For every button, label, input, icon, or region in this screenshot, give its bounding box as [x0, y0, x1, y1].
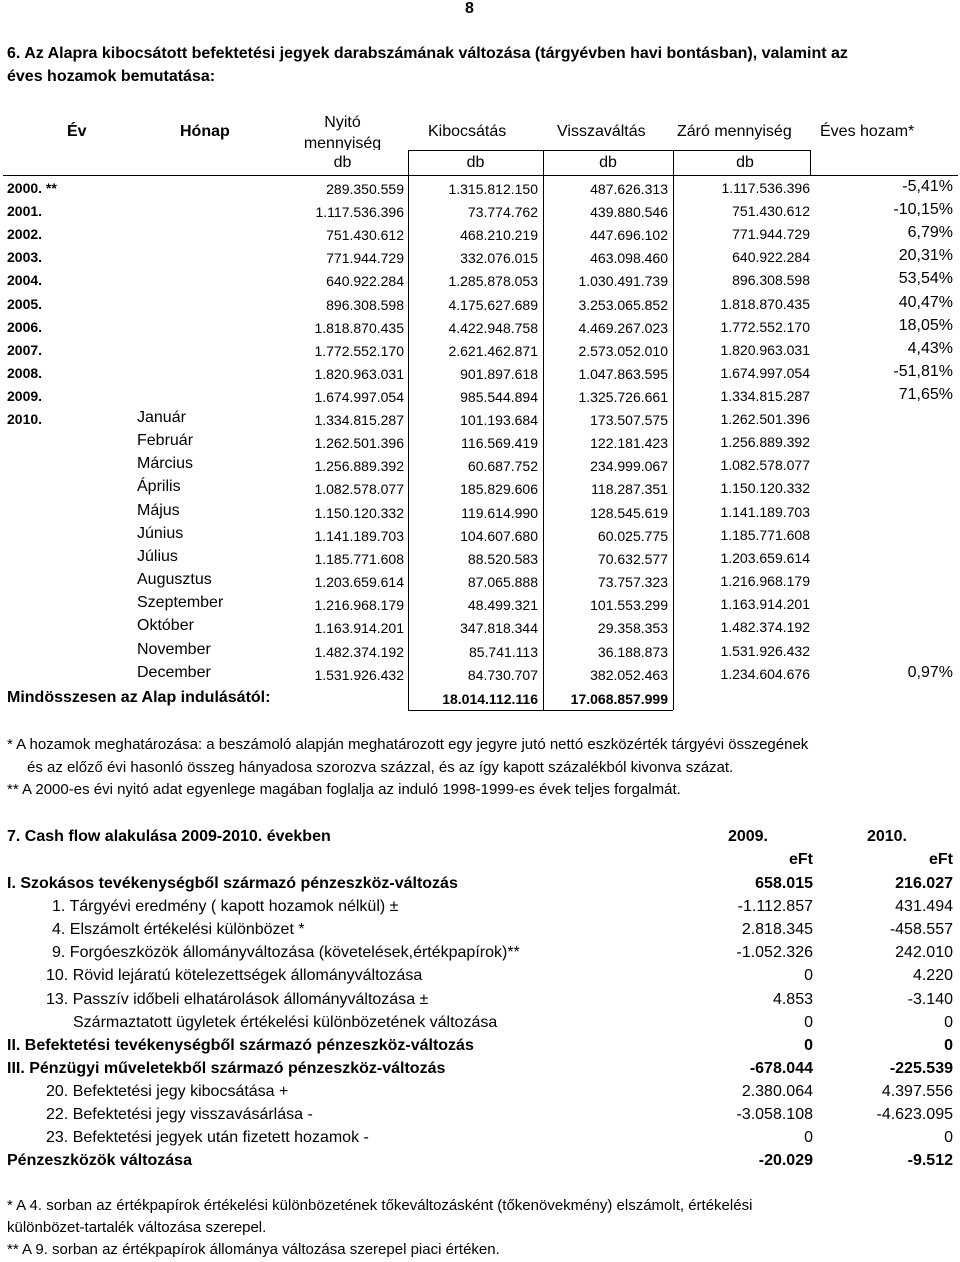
- cashflow-row-label: Pénzeszközök változása: [7, 1152, 192, 1170]
- cell-nyito: 751.430.612: [326, 227, 404, 244]
- month-label: Október: [137, 617, 194, 635]
- cell-zaro: 1.150.120.332: [720, 480, 810, 497]
- note-1a: * A hozamok meghatározása: a beszámoló alapján meghatározott egy jegyre jutó nettó eszközérték tárgyévi összegének: [7, 736, 809, 753]
- footnote-2: ** A 9. sorban az értékpapírok állománya változása szerepel piaci értéken.: [7, 1241, 500, 1258]
- cell-zaro: 1.141.189.703: [720, 503, 810, 520]
- cell-visszavaltas: 36.188.873: [597, 643, 668, 660]
- cell-visszavaltas: 487.626.313: [590, 181, 668, 197]
- cell-hozam: 4,43%: [907, 339, 953, 357]
- cell-kibocsatas: 73.774.762: [467, 204, 538, 221]
- row-year: 2002.: [7, 226, 43, 243]
- cashflow-value-2009: 0: [804, 1129, 813, 1147]
- month-label: Június: [137, 524, 184, 542]
- cell-visszavaltas: 447.696.102: [590, 227, 668, 244]
- cell-hozam: -5,41%: [902, 178, 953, 195]
- cell-nyito: 1.082.578.077: [314, 481, 404, 498]
- cell-visszavaltas: 60.025.775: [597, 527, 668, 544]
- footnote-1b: különbözet-tartalék változása szerepel.: [7, 1219, 267, 1236]
- cell-kibocsatas: 332.076.015: [460, 250, 538, 267]
- cell-kibocsatas: 85.741.113: [468, 643, 538, 660]
- month-label: Szeptember: [137, 594, 224, 612]
- header-hozam: Éves hozam*: [820, 123, 915, 140]
- month-label: December: [137, 663, 211, 681]
- cashflow-value-2010: 0: [944, 1013, 953, 1031]
- cell-zaro: 1.262.501.396: [720, 411, 810, 427]
- cashflow-row-label: 22. Befektetési jegy visszavásárlása -: [46, 1106, 313, 1123]
- cashflow-value-2009: 4.853: [772, 990, 813, 1008]
- cashflow-value-2010: 4.220: [912, 967, 953, 985]
- cashflow-row-label: 1. Tárgyévi eredmény ( kapott hozamok nélkül) ±: [52, 898, 399, 916]
- cashflow-value-2009: 2.818.345: [741, 921, 813, 939]
- cashflow-value-2009: 658.015: [755, 875, 813, 892]
- note-2: ** A 2000-es évi nyitó adat egyenlege magában foglalja az induló 1998-1999-es évek teljes forgalmát.: [7, 781, 681, 798]
- cell-nyito: 1.262.501.396: [314, 435, 404, 452]
- month-label: Május: [137, 501, 180, 519]
- cell-zaro: 1.256.889.392: [720, 434, 810, 451]
- cell-visszavaltas: 29.358.353: [597, 620, 668, 637]
- cell-kibocsatas: 185.829.606: [460, 481, 538, 498]
- cell-zaro: 1.117.536.396: [721, 180, 810, 196]
- cashflow-row-label: Származtatott ügyletek értékelési különbözetének változása: [73, 1013, 498, 1031]
- cell-hozam: 40,47%: [898, 293, 953, 311]
- cashflow-value-2009: 2.380.064: [741, 1082, 813, 1100]
- cell-visszavaltas: 4.469.267.023: [578, 319, 668, 336]
- total-kibocsatas: 18.014.112.116: [442, 691, 538, 707]
- cell-kibocsatas: 60.687.752: [467, 458, 538, 475]
- cashflow-row-label: 20. Befektetési jegy kibocsátása +: [46, 1082, 289, 1100]
- cell-kibocsatas: 48.499.321: [467, 597, 538, 614]
- cell-visszavaltas: 382.052.463: [590, 666, 668, 683]
- unit-2009: eFt: [789, 851, 813, 868]
- cashflow-value-2010: 0: [944, 1129, 953, 1147]
- cell-hozam: 0,97%: [907, 663, 953, 681]
- month-label: Augusztus: [137, 571, 212, 589]
- cell-kibocsatas: 1.315.812.150: [448, 181, 538, 197]
- cashflow-value-2010: -4.623.095: [876, 1106, 953, 1123]
- cell-kibocsatas: 2.621.462.871: [448, 342, 538, 359]
- cell-zaro: 640.922.284: [732, 249, 810, 266]
- cell-nyito: 1.163.914.201: [314, 620, 404, 637]
- cashflow-value-2009: -20.029: [758, 1152, 813, 1170]
- cashflow-value-2010: -458.557: [889, 921, 953, 939]
- cell-hozam: 71,65%: [898, 385, 953, 403]
- cashflow-value-2009: -1.112.857: [737, 898, 813, 916]
- header-zaro: Záró mennyiség: [677, 123, 792, 140]
- cashflow-row-label: III. Pénzügyi műveletekből származó pénzeszköz-változás: [7, 1059, 446, 1077]
- cell-hozam: -10,15%: [893, 201, 953, 219]
- cell-nyito: 771.944.729: [326, 250, 404, 267]
- cell-hozam: 6,79%: [907, 224, 953, 242]
- cell-zaro: 771.944.729: [732, 226, 810, 243]
- cashflow-row-label: 10. Rövid lejáratú kötelezettségek állományváltozása: [46, 967, 423, 985]
- cell-nyito: 1.216.968.179: [314, 597, 404, 614]
- cell-visszavaltas: 122.181.423: [590, 435, 668, 452]
- cell-zaro: 1.818.870.435: [720, 295, 810, 312]
- cashflow-row-label: 13. Passzív időbeli elhatárolások állományváltozása ±: [46, 990, 429, 1008]
- cell-hozam: -51,81%: [893, 362, 953, 380]
- cell-nyito: 1.482.374.192: [314, 643, 404, 660]
- cashflow-value-2010: 242.010: [895, 944, 953, 962]
- cell-visszavaltas: 463.098.460: [590, 250, 668, 267]
- page-number: 8: [465, 0, 474, 17]
- cell-zaro: 1.185.771.608: [720, 526, 810, 543]
- cashflow-row-label: II. Befektetési tevékenységből származó pénzeszköz-változás: [7, 1036, 474, 1054]
- total-visszavaltas: 17.068.857.999: [570, 691, 668, 707]
- row-year: 2006.: [7, 318, 43, 335]
- cell-zaro: 1.531.926.432: [720, 642, 810, 659]
- cell-visszavaltas: 3.253.065.852: [578, 296, 668, 313]
- header-ev: Év: [67, 123, 87, 140]
- cell-visszavaltas: 1.030.491.739: [578, 273, 668, 290]
- month-label: Január: [137, 409, 186, 426]
- month-label: Február: [137, 432, 194, 450]
- cashflow-value-2010: 0: [944, 1036, 953, 1054]
- cell-zaro: 896.308.598: [732, 272, 810, 289]
- header-kibocsatas: Kibocsátás: [428, 123, 507, 140]
- header-nyito: Nyitó: [324, 114, 361, 131]
- cell-visszavaltas: 439.880.546: [590, 204, 668, 221]
- cell-zaro: 1.482.374.192: [720, 619, 810, 636]
- cell-nyito: 1.334.815.287: [314, 412, 404, 428]
- footnote-1a: * A 4. sorban az értékpapírok értékelési különbözetének tőkeváltozásként (tőkenövekmény) elszámolt, értékelési: [7, 1197, 753, 1214]
- section7-title: 7. Cash flow alakulása 2009-2010. években: [7, 828, 331, 845]
- cell-kibocsatas: 116.569.419: [461, 435, 538, 452]
- section6-title-line1: 6. Az Alapra kibocsátott befektetési jegyek darabszámának változása (tárgyévben havi bontásban), valamint az: [7, 45, 848, 62]
- cell-hozam: 18,05%: [898, 316, 953, 334]
- total-label: Mindösszesen az Alap indulásától:: [7, 689, 271, 706]
- cell-visszavaltas: 101.553.299: [590, 597, 668, 614]
- col-2009: 2009.: [727, 828, 768, 845]
- header-visszavaltas: Visszaváltás: [557, 123, 646, 140]
- cell-nyito: 1.185.771.608: [314, 550, 404, 567]
- cell-zaro: 1.234.604.676: [720, 665, 810, 682]
- unit-vissza: db: [599, 154, 617, 171]
- cell-nyito: 1.203.659.614: [314, 574, 404, 591]
- row-year: 2007.: [7, 341, 43, 358]
- cashflow-row-label: I. Szokásos tevékenységből származó pénzeszköz-változás: [7, 875, 458, 892]
- cell-kibocsatas: 87.065.888: [467, 574, 538, 591]
- unit-nyito: db: [333, 154, 352, 171]
- cell-nyito: 1.117.536.396: [315, 204, 404, 221]
- month-label: Április: [137, 478, 181, 496]
- cell-nyito: 1.150.120.332: [314, 504, 404, 521]
- cell-kibocsatas: 1.285.878.053: [448, 273, 538, 290]
- cell-kibocsatas: 84.730.707: [467, 666, 538, 683]
- row-year: 2004.: [7, 272, 43, 289]
- unit-2010: eFt: [929, 851, 953, 868]
- cell-kibocsatas: 101.193.684: [460, 412, 538, 428]
- cell-visszavaltas: 234.999.067: [590, 458, 668, 475]
- cell-nyito: 289.350.559: [326, 181, 404, 197]
- row-year: 2003.: [7, 249, 43, 266]
- cell-visszavaltas: 118.287.351: [591, 481, 668, 498]
- cell-nyito: 1.674.997.054: [314, 388, 404, 405]
- cashflow-value-2010: 4.397.556: [881, 1082, 953, 1100]
- cell-visszavaltas: 173.507.575: [590, 412, 668, 428]
- cell-visszavaltas: 73.757.323: [597, 574, 668, 591]
- cell-zaro: 1.216.968.179: [720, 573, 810, 590]
- cell-nyito: 1.141.189.703: [314, 527, 404, 544]
- cell-nyito: 1.772.552.170: [314, 342, 404, 359]
- cell-kibocsatas: 985.544.894: [460, 388, 538, 405]
- row-year: 2009.: [7, 387, 43, 404]
- cashflow-value-2010: -9.512: [907, 1152, 953, 1170]
- cashflow-value-2010: 216.027: [895, 875, 953, 892]
- month-label: November: [137, 640, 211, 658]
- header-honap: Hónap: [180, 123, 230, 140]
- row-year: 2008.: [7, 364, 43, 381]
- cashflow-value-2009: 0: [804, 1036, 813, 1054]
- cell-kibocsatas: 4.175.627.689: [448, 296, 538, 313]
- cell-nyito: 896.308.598: [326, 296, 404, 313]
- row-year-2010: 2010.: [7, 411, 43, 427]
- cell-visszavaltas: 70.632.577: [597, 550, 668, 567]
- cell-zaro: 751.430.612: [732, 203, 810, 220]
- cell-kibocsatas: 119.614.990: [461, 504, 538, 521]
- cashflow-value-2010: 431.494: [895, 898, 953, 916]
- cashflow-value-2009: 0: [804, 1013, 813, 1031]
- cell-visszavaltas: 2.573.052.010: [578, 342, 668, 359]
- cashflow-row-label: 9. Forgóeszközök állományváltozása (követelések,értékpapírok)**: [52, 944, 520, 962]
- cell-kibocsatas: 104.607.680: [460, 527, 538, 544]
- cell-visszavaltas: 128.545.619: [590, 504, 668, 521]
- cashflow-row-label: 4. Elszámolt értékelési különbözet *: [52, 921, 305, 939]
- row-year: 2000. **: [7, 180, 57, 196]
- cell-zaro: 1.772.552.170: [720, 318, 810, 335]
- cell-zaro: 1.674.997.054: [720, 364, 810, 381]
- row-year: 2005.: [7, 295, 43, 312]
- cell-nyito: 640.922.284: [326, 273, 404, 290]
- cashflow-value-2010: -3.140: [907, 990, 953, 1008]
- cell-kibocsatas: 88.520.583: [467, 550, 538, 567]
- cell-zaro: 1.820.963.031: [720, 341, 810, 358]
- cashflow-value-2009: -3.058.108: [736, 1106, 813, 1123]
- unit-zaro: db: [736, 154, 754, 171]
- cell-zaro: 1.082.578.077: [720, 457, 810, 474]
- cell-nyito: 1.531.926.432: [314, 666, 404, 683]
- cashflow-row-label: 23. Befektetési jegyek után fizetett hozamok -: [46, 1129, 369, 1147]
- cell-hozam: 20,31%: [898, 247, 953, 265]
- cell-kibocsatas: 468.210.219: [460, 227, 538, 244]
- note-1b: és az előző évi hasonló összeg hányadosa szorozva százzal, és az így kapott százalékból kivonva százat.: [27, 759, 734, 776]
- cell-nyito: 1.820.963.031: [314, 365, 404, 382]
- cell-zaro: 1.163.914.201: [720, 596, 810, 613]
- cashflow-value-2010: -225.539: [889, 1059, 953, 1077]
- col-2010: 2010.: [866, 828, 907, 845]
- cashflow-value-2009: 0: [804, 967, 813, 985]
- month-label: Július: [137, 547, 178, 565]
- cell-visszavaltas: 1.047.863.595: [578, 365, 668, 382]
- cell-hozam: 53,54%: [898, 270, 953, 288]
- cell-visszavaltas: 1.325.726.661: [578, 388, 668, 405]
- row-year: 2001.: [7, 203, 43, 220]
- cell-kibocsatas: 901.897.618: [460, 365, 538, 382]
- cell-zaro: 1.334.815.287: [720, 387, 810, 404]
- cashflow-value-2009: -1.052.326: [736, 944, 813, 962]
- month-label: Március: [137, 455, 194, 473]
- cashflow-value-2009: -678.044: [749, 1059, 813, 1077]
- cell-nyito: 1.818.870.435: [314, 319, 404, 336]
- unit-kib: db: [466, 154, 485, 171]
- section6-title-line2: éves hozamok bemutatása:: [7, 68, 216, 85]
- cell-kibocsatas: 4.422.948.758: [448, 319, 538, 336]
- cell-zaro: 1.203.659.614: [720, 549, 810, 566]
- header-nyito-2: mennyiség: [303, 135, 382, 150]
- cell-nyito: 1.256.889.392: [314, 458, 404, 475]
- cell-kibocsatas: 347.818.344: [460, 620, 538, 637]
